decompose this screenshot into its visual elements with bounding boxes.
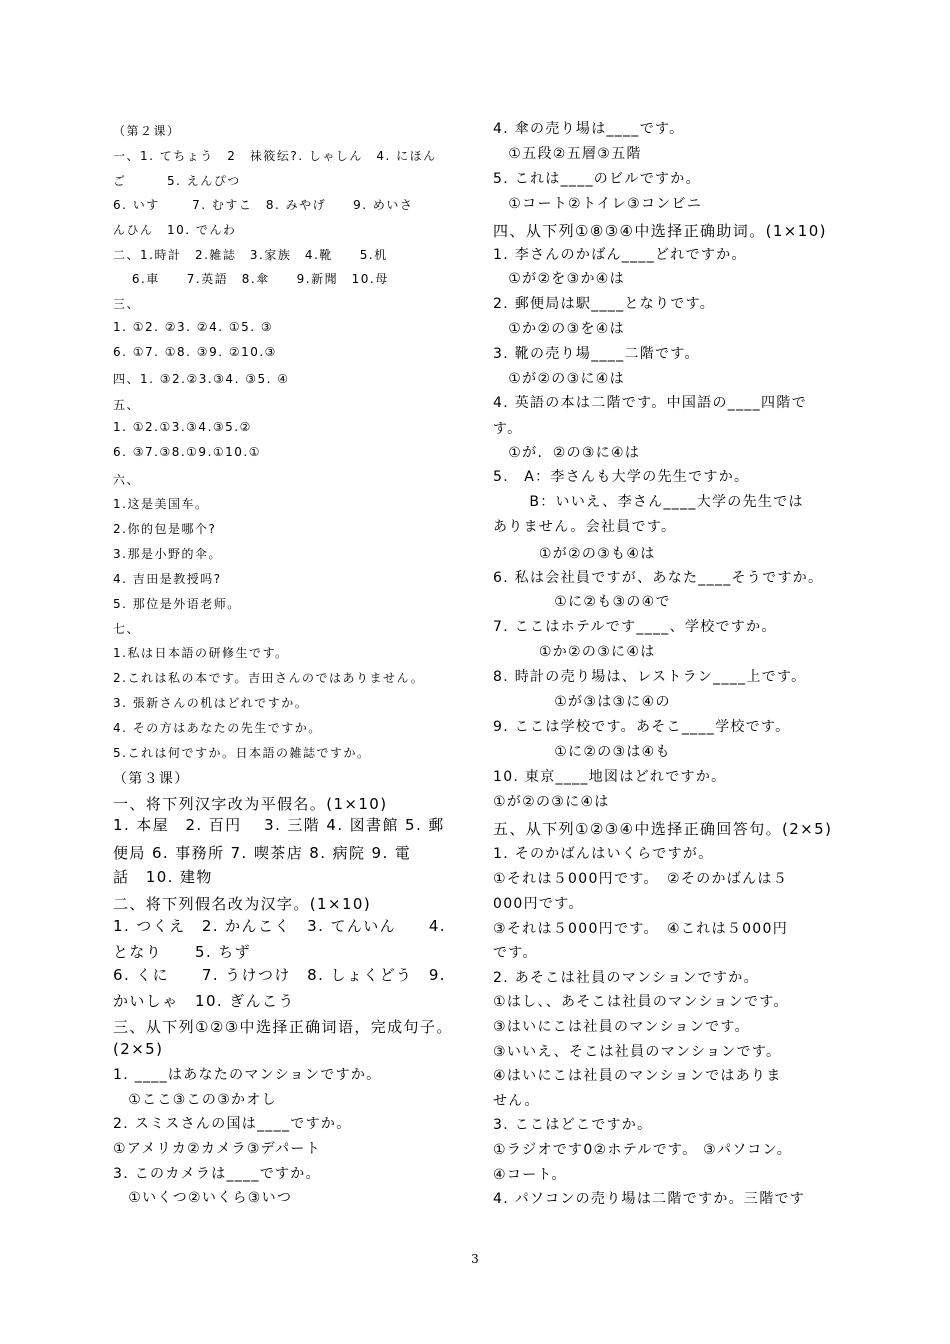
text-line: 1. 李さんのかばん____どれですか。	[493, 247, 747, 263]
text-line: 6. 私は会社員ですが、あなた____そうですか。	[493, 570, 824, 586]
text-line: です。	[493, 945, 538, 961]
text-line: かいしゃ 10. ぎんこう	[113, 992, 295, 1010]
text-line: 一、1. てちょう 2 祙筱纭?. しゃしん 4. にほん	[113, 149, 437, 163]
text-line: 2. あそこは社員のマンションですか。	[493, 970, 759, 986]
text-line: 3. ここはどこですか。	[493, 1117, 653, 1133]
text-line: ①が②の③も④は	[493, 546, 656, 562]
text-line: 5. 那位是外语老师。	[113, 597, 241, 611]
text-line: 2. 郵便局は駅____となりです。	[493, 296, 716, 312]
text-line: 4. パソコンの売り場は二階ですか。三階です	[493, 1191, 806, 1207]
text-line: 1. ①2. ②3. ②4. ①5. ③	[113, 320, 274, 334]
text-line: 二、1.時計 2.雑誌 3.家族 4.靴 5.机	[113, 248, 388, 262]
text-line: 7. ここはホテルです____、学校ですか。	[493, 619, 777, 635]
text-line: せん。	[493, 1093, 540, 1109]
text-line: 3. 張新さんの机はどれですか。	[113, 696, 309, 710]
text-line: 三、	[113, 297, 141, 311]
text-line: 2. スミスさんの国は____ですか。	[113, 1116, 352, 1132]
text-line: 五、从下列①②③④中选择正确回答句。(2×5)	[493, 820, 833, 838]
text-line: 四、1. ③2.②3.③4. ③5. ④	[113, 372, 290, 386]
text-line: ④コート。	[493, 1167, 567, 1183]
text-line: んひん 10. でんわ	[113, 223, 237, 237]
text-line: 10. 東京____地図はどれですか。	[493, 769, 727, 785]
text-line: ③はいにこは社員のマンションです。	[493, 1019, 750, 1035]
text-line: ①コート②トイレ③コンビニ	[493, 196, 703, 212]
text-line: (2×5)	[113, 1040, 164, 1058]
text-line: ①に②の③は④も	[493, 744, 671, 760]
text-line: ①が③は③に④の	[493, 694, 671, 710]
text-line: 3. 靴の売り場____二階です。	[493, 346, 700, 362]
text-line: 8. 時計の売り場は、レストラン____上です。	[493, 669, 807, 685]
text-line: 3. このカメラは____ですか。	[113, 1166, 321, 1182]
text-line: ありません。会社員です。	[493, 519, 677, 535]
text-line: ①が．②の③に④は	[493, 445, 641, 461]
text-line: ①に②も③の④で	[493, 594, 671, 610]
text-line: 6. いす 7. むすこ 8. みやげ 9. めいさ	[113, 198, 414, 212]
text-line: 五、	[113, 398, 141, 412]
text-line: ①か②の③を④は	[493, 321, 625, 337]
text-line: B：いいえ、李さん____大学の先生では	[493, 494, 804, 510]
text-line: 4. 吉田是教授吗?	[113, 572, 222, 586]
text-line: ①いくつ②いくら③いつ	[113, 1190, 293, 1206]
text-line: ④はいにこは社員のマンションではありま	[493, 1068, 782, 1084]
text-line: ①はし、、あそこは社員のマンションです。	[493, 994, 789, 1010]
text-line: 6. くに 7. うけつけ 8. しょくどう 9.	[113, 966, 446, 984]
text-line: ③それは５000円です。 ④これは５000円	[493, 921, 789, 937]
text-line: ①アメリカ②カメラ③デパート	[113, 1141, 322, 1157]
text-line: 5. A：李さんも大学の先生ですか。	[493, 469, 750, 485]
text-line: 1.私は日本語の研修生です。	[113, 646, 289, 660]
text-line: 二、将下列假名改为汉字。(1×10)	[113, 895, 372, 913]
text-line: す。	[493, 421, 523, 437]
text-line: 1. つくえ 2. かんこく 3. てんいん 4.	[113, 917, 446, 935]
text-line: 1. 本屋 2. 百円 3. 三階 4. 図書館 5. 郵	[113, 816, 445, 834]
text-line: 便局 6. 事務所 7. 喫茶店 8. 病院 9. 電	[113, 844, 412, 862]
text-line: 六、	[113, 473, 141, 487]
text-line: 四、从下列①⑧③④中选择正确助词。(1×10)	[493, 222, 827, 240]
text-line: 2.これは私の本です。吉田さんのではありません。	[113, 671, 425, 685]
text-line: 9. ここは学校です。あそこ____学校です。	[493, 719, 791, 735]
text-line: 4. 傘の売り場は____です。	[493, 121, 685, 137]
text-line: ①が②を③か④は	[493, 271, 625, 287]
text-line: ①ここ③この③かオし	[113, 1092, 277, 1108]
text-line: 4. 英語の本は二階です。中国語の____四階で	[493, 395, 807, 411]
text-line: 1.这是美国车。	[113, 497, 209, 511]
text-line: 1. ①2.①3.③4.③5.②	[113, 420, 252, 434]
text-line: ①五段②五層③五階	[493, 146, 642, 162]
text-line: 4. その方はあなたの先生ですか。	[113, 721, 322, 735]
text-line: 話 10. 建物	[113, 868, 213, 886]
text-line: 6. ①7. ①8. ③9. ②10.③	[113, 345, 277, 359]
text-line: 5.これは何ですか。日本語の雑誌ですか。	[113, 746, 371, 760]
text-line: 1. そのかばんはいくらですが。	[493, 846, 714, 862]
page-number: 3	[471, 1252, 479, 1266]
text-line: ①が②の③に④は	[493, 794, 610, 810]
text-line: 1. ____はあなたのマンションですか。	[113, 1067, 382, 1083]
text-line: ①ラジオです0②ホテルです。 ③パソコン。	[493, 1142, 793, 1158]
text-line: 3.那是小野的伞。	[113, 547, 222, 561]
text-line: 2.你的包是哪个?	[113, 522, 217, 536]
text-line: ①か②の③に④は	[493, 644, 656, 660]
text-line: 5. これは____のビルですか。	[493, 171, 701, 187]
text-line: ③いいえ、そこは社員のマンションです。	[493, 1044, 782, 1060]
text-line: ご 5. えんぴつ	[113, 174, 241, 188]
text-line: （第３课）	[113, 771, 190, 787]
text-line: 6.車 7.英語 8.傘 9.新聞 10.母	[113, 272, 389, 286]
text-line: となり 5. ちず	[113, 943, 252, 961]
text-line: 一、将下列汉字改为平假名。(1×10)	[113, 795, 388, 813]
text-line: （第２课）	[113, 124, 181, 138]
text-line: 七、	[113, 622, 141, 636]
text-line: 三、从下列①②③中选择正确词语，完成句子。	[113, 1018, 453, 1036]
text-line: 000円です。	[493, 896, 584, 912]
text-line: 6. ③7.③8.①9.①10.①	[113, 445, 261, 459]
text-line: ①が②の③に④は	[493, 371, 625, 387]
text-line: ①それは５000円です。 ②そのかばんは５	[493, 871, 789, 887]
